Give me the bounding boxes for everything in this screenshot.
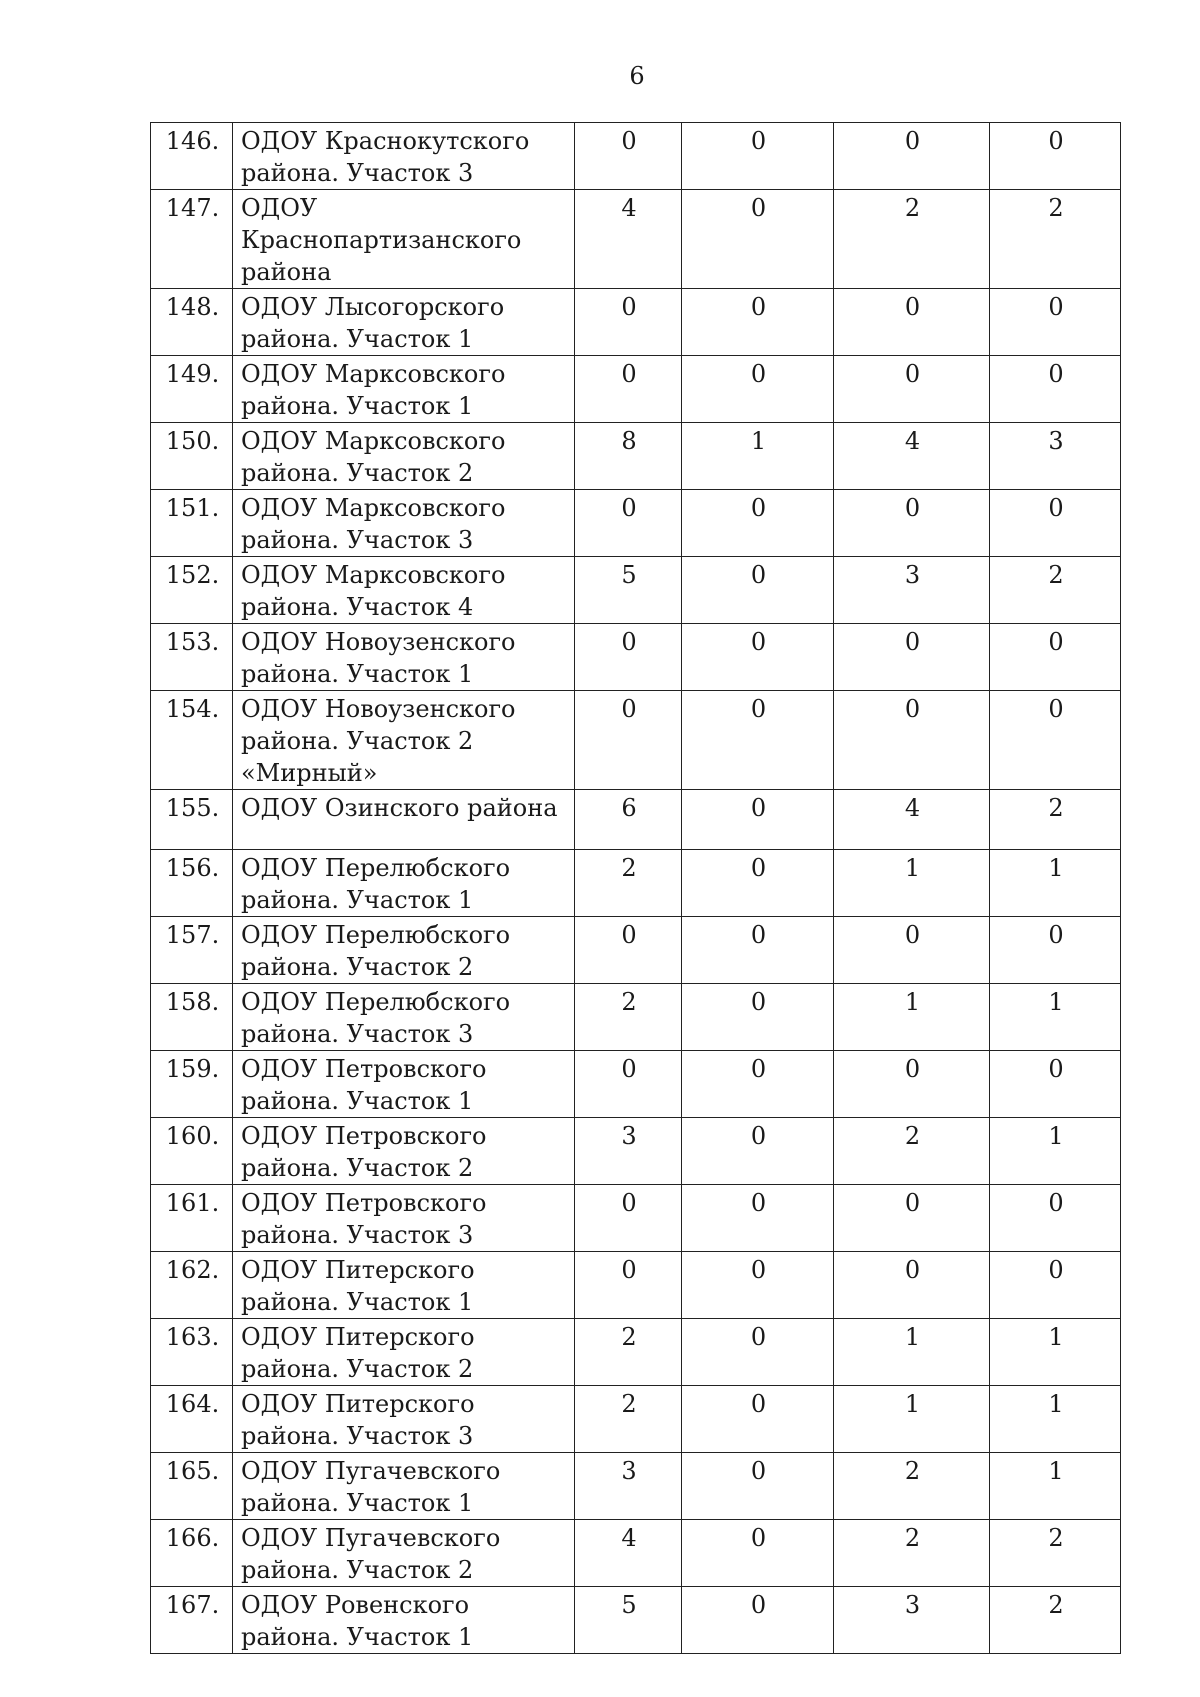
row-name: ОДОУ Марксовского района. Участок 4 <box>233 557 575 624</box>
row-value-4: 0 <box>990 356 1121 423</box>
row-value-2: 0 <box>682 984 834 1051</box>
row-value-3: 3 <box>834 1587 990 1654</box>
row-value-4: 1 <box>990 1118 1121 1185</box>
row-value-1: 0 <box>575 624 682 691</box>
row-value-3: 0 <box>834 1185 990 1252</box>
page-number: 6 <box>629 62 645 90</box>
table-row <box>151 624 1121 691</box>
row-value-3: 1 <box>834 984 990 1051</box>
row-name: ОДОУ Марксовского района. Участок 3 <box>233 490 575 557</box>
row-number: 151. <box>151 490 233 557</box>
row-value-3: 1 <box>834 1319 990 1386</box>
row-value-3: 0 <box>834 289 990 356</box>
row-value-3: 0 <box>834 490 990 557</box>
row-value-1: 0 <box>575 123 682 190</box>
row-value-4: 0 <box>990 289 1121 356</box>
row-value-2: 1 <box>682 423 834 490</box>
table-row <box>151 1319 1121 1386</box>
row-value-4: 0 <box>990 490 1121 557</box>
row-value-3: 1 <box>834 850 990 917</box>
row-name: ОДОУ Пугачевского района. Участок 2 <box>233 1520 575 1587</box>
row-value-1: 0 <box>575 691 682 790</box>
row-number: 148. <box>151 289 233 356</box>
row-name: ОДОУ Пугачевского района. Участок 1 <box>233 1453 575 1520</box>
row-value-1: 4 <box>575 1520 682 1587</box>
row-name: ОДОУ Лысогорского района. Участок 1 <box>233 289 575 356</box>
table-row <box>151 289 1121 356</box>
table-row <box>151 1520 1121 1587</box>
row-number: 149. <box>151 356 233 423</box>
row-value-3: 0 <box>834 1252 990 1319</box>
row-value-3: 2 <box>834 1118 990 1185</box>
row-name: ОДОУ Краснокутского района. Участок 3 <box>233 123 575 190</box>
row-value-2: 0 <box>682 1319 834 1386</box>
row-value-2: 0 <box>682 1118 834 1185</box>
row-value-1: 0 <box>575 1051 682 1118</box>
row-name: ОДОУ Питерского района. Участок 1 <box>233 1252 575 1319</box>
row-value-2: 0 <box>682 190 834 289</box>
row-value-4: 1 <box>990 984 1121 1051</box>
row-value-3: 1 <box>834 1386 990 1453</box>
row-value-2: 0 <box>682 1453 834 1520</box>
table-row <box>151 691 1121 790</box>
row-number: 163. <box>151 1319 233 1386</box>
row-value-1: 0 <box>575 356 682 423</box>
row-name: ОДОУ Питерского района. Участок 3 <box>233 1386 575 1453</box>
row-number: 161. <box>151 1185 233 1252</box>
row-value-4: 0 <box>990 624 1121 691</box>
row-number: 165. <box>151 1453 233 1520</box>
table-row <box>151 490 1121 557</box>
row-value-2: 0 <box>682 289 834 356</box>
row-name: ОДОУ Петровского района. Участок 1 <box>233 1051 575 1118</box>
row-value-3: 0 <box>834 1051 990 1118</box>
table-row <box>151 1185 1121 1252</box>
row-name: ОДОУ Петровского района. Участок 3 <box>233 1185 575 1252</box>
row-number: 155. <box>151 790 233 850</box>
table-row <box>151 1386 1121 1453</box>
data-table <box>150 122 1121 1654</box>
row-value-1: 8 <box>575 423 682 490</box>
row-value-4: 2 <box>990 1520 1121 1587</box>
row-number: 164. <box>151 1386 233 1453</box>
row-name: ОДОУ Перелюбского района. Участок 3 <box>233 984 575 1051</box>
table-row <box>151 984 1121 1051</box>
row-value-3: 2 <box>834 1453 990 1520</box>
row-value-1: 0 <box>575 490 682 557</box>
row-value-3: 4 <box>834 790 990 850</box>
row-value-3: 3 <box>834 557 990 624</box>
row-number: 157. <box>151 917 233 984</box>
table-row <box>151 1118 1121 1185</box>
row-value-4: 0 <box>990 123 1121 190</box>
row-value-1: 0 <box>575 289 682 356</box>
row-value-4: 0 <box>990 691 1121 790</box>
row-value-4: 2 <box>990 557 1121 624</box>
row-value-3: 0 <box>834 917 990 984</box>
table-row <box>151 917 1121 984</box>
row-value-4: 1 <box>990 1453 1121 1520</box>
row-value-2: 0 <box>682 557 834 624</box>
row-number: 159. <box>151 1051 233 1118</box>
table-row <box>151 557 1121 624</box>
row-value-3: 0 <box>834 691 990 790</box>
row-name: ОДОУ Перелюбского района. Участок 1 <box>233 850 575 917</box>
row-value-1: 2 <box>575 1319 682 1386</box>
row-value-1: 2 <box>575 1386 682 1453</box>
row-number: 152. <box>151 557 233 624</box>
row-value-1: 2 <box>575 850 682 917</box>
row-value-1: 4 <box>575 190 682 289</box>
row-value-2: 0 <box>682 123 834 190</box>
row-value-1: 0 <box>575 1252 682 1319</box>
row-value-1: 2 <box>575 984 682 1051</box>
row-value-1: 3 <box>575 1118 682 1185</box>
table-row <box>151 790 1121 850</box>
table-row <box>151 850 1121 917</box>
row-name: ОДОУ Марксовского района. Участок 1 <box>233 356 575 423</box>
row-name: ОДОУ Петровского района. Участок 2 <box>233 1118 575 1185</box>
row-number: 150. <box>151 423 233 490</box>
row-value-2: 0 <box>682 850 834 917</box>
row-name: ОДОУ Питерского района. Участок 2 <box>233 1319 575 1386</box>
row-value-2: 0 <box>682 490 834 557</box>
row-value-2: 0 <box>682 1252 834 1319</box>
row-value-1: 5 <box>575 1587 682 1654</box>
row-value-4: 0 <box>990 1252 1121 1319</box>
table-row <box>151 1051 1121 1118</box>
row-number: 162. <box>151 1252 233 1319</box>
table-body <box>151 123 1121 1654</box>
table-row <box>151 123 1121 190</box>
row-value-4: 0 <box>990 917 1121 984</box>
table-row <box>151 1252 1121 1319</box>
row-value-1: 5 <box>575 557 682 624</box>
row-value-2: 0 <box>682 1185 834 1252</box>
row-value-4: 0 <box>990 1051 1121 1118</box>
row-value-2: 0 <box>682 624 834 691</box>
row-value-2: 0 <box>682 1051 834 1118</box>
row-value-4: 0 <box>990 1185 1121 1252</box>
row-value-2: 0 <box>682 356 834 423</box>
row-value-3: 0 <box>834 123 990 190</box>
row-name: ОДОУ Перелюбского района. Участок 2 <box>233 917 575 984</box>
row-value-1: 3 <box>575 1453 682 1520</box>
row-value-4: 2 <box>990 190 1121 289</box>
row-number: 156. <box>151 850 233 917</box>
row-name: ОДОУ Марксовского района. Участок 2 <box>233 423 575 490</box>
table-row <box>151 423 1121 490</box>
table-row <box>151 1587 1121 1654</box>
table-row <box>151 190 1121 289</box>
row-value-1: 6 <box>575 790 682 850</box>
row-value-3: 0 <box>834 624 990 691</box>
row-number: 160. <box>151 1118 233 1185</box>
row-value-2: 0 <box>682 1587 834 1654</box>
row-value-1: 0 <box>575 917 682 984</box>
row-number: 147. <box>151 190 233 289</box>
row-value-3: 0 <box>834 356 990 423</box>
row-value-3: 2 <box>834 1520 990 1587</box>
row-value-2: 0 <box>682 691 834 790</box>
row-number: 153. <box>151 624 233 691</box>
row-number: 166. <box>151 1520 233 1587</box>
row-name: ОДОУ Краснопартизанского района <box>233 190 575 289</box>
row-number: 167. <box>151 1587 233 1654</box>
row-value-2: 0 <box>682 1386 834 1453</box>
row-number: 146. <box>151 123 233 190</box>
row-value-4: 3 <box>990 423 1121 490</box>
row-value-2: 0 <box>682 1520 834 1587</box>
row-value-2: 0 <box>682 790 834 850</box>
row-value-1: 0 <box>575 1185 682 1252</box>
row-value-4: 1 <box>990 850 1121 917</box>
row-value-4: 2 <box>990 790 1121 850</box>
row-number: 158. <box>151 984 233 1051</box>
row-value-3: 2 <box>834 190 990 289</box>
row-value-2: 0 <box>682 917 834 984</box>
table-row <box>151 1453 1121 1520</box>
row-name: ОДОУ Новоузенского района. Участок 1 <box>233 624 575 691</box>
row-value-4: 2 <box>990 1587 1121 1654</box>
row-name: ОДОУ Озинского района <box>233 790 575 850</box>
table-row <box>151 356 1121 423</box>
row-name: ОДОУ Ровенского района. Участок 1 <box>233 1587 575 1654</box>
row-value-3: 4 <box>834 423 990 490</box>
row-name: ОДОУ Новоузенского района. Участок 2 «Мирный» <box>233 691 575 790</box>
row-number: 154. <box>151 691 233 790</box>
row-value-4: 1 <box>990 1319 1121 1386</box>
row-value-4: 1 <box>990 1386 1121 1453</box>
